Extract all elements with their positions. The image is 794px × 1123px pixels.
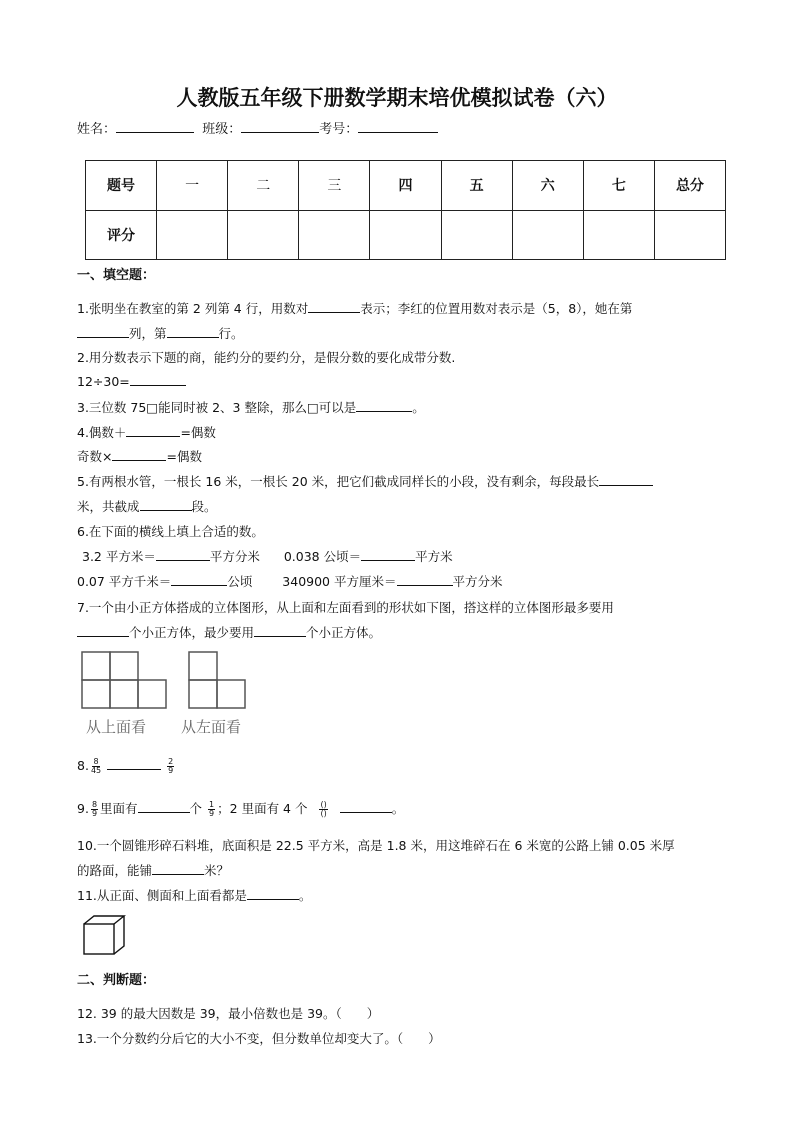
top-view-figure — [80, 650, 170, 712]
question-1-text-a: 1.张明坐在教室的第 2 列第 4 行，用数对 — [77, 301, 309, 316]
answer-blank[interactable] — [356, 399, 412, 412]
score-table — [85, 160, 726, 260]
question-1-line-1 — [77, 299, 632, 317]
header-cell-6: 六 — [512, 161, 583, 211]
answer-blank[interactable] — [152, 862, 204, 875]
score-cell[interactable] — [441, 210, 512, 260]
numerator: () — [320, 800, 327, 809]
header-cell-4: 四 — [370, 161, 441, 211]
answer-blank[interactable] — [254, 624, 306, 637]
answer-blank[interactable] — [138, 800, 190, 813]
answer-blank[interactable] — [308, 300, 360, 313]
question-6: 6.在下面的横线上填上合适的数。 — [77, 524, 264, 539]
question-9-end: 。 — [391, 801, 405, 816]
question-7-line-1: 7.一个由小正方体搭成的立体图形，从上面和左面看到的形状如下图，搭这样的立体图形最多要用 — [77, 600, 614, 615]
fraction — [208, 801, 215, 818]
question-6-text: 公顷 — [227, 574, 253, 589]
header-cell-7: 七 — [583, 161, 654, 211]
score-cell[interactable] — [583, 210, 654, 260]
question-11-end: 。 — [298, 888, 312, 903]
header-cell-label: 题号 — [86, 161, 157, 211]
fraction — [91, 758, 101, 775]
header-cell-5: 五 — [441, 161, 512, 211]
answer-blank[interactable] — [247, 887, 299, 900]
page-title: 人教版五年级下册数学期末培优模拟试卷（六） — [176, 86, 618, 110]
score-row-label: 评分 — [86, 210, 157, 260]
answer-blank[interactable] — [126, 424, 180, 437]
question-6-text: 340900 平方厘米＝ — [282, 574, 397, 589]
question-11 — [77, 886, 311, 904]
answer-blank[interactable] — [112, 448, 166, 461]
score-cell[interactable] — [654, 210, 725, 260]
numerator: 8 — [91, 800, 98, 809]
score-cell[interactable] — [157, 210, 228, 260]
student-info-line — [77, 118, 438, 137]
answer-blank[interactable] — [107, 757, 161, 770]
question-12: 12. 39 的最大因数是 39，最小倍数也是 39。（ ） — [77, 1006, 380, 1021]
section-heading-true-false: 二、判断题： — [77, 973, 156, 988]
class-blank[interactable] — [241, 118, 319, 133]
question-10-line-2 — [77, 861, 229, 879]
question-9 — [77, 799, 404, 818]
question-6-text: 平方分米 — [452, 574, 503, 589]
denominator: 9 — [168, 766, 174, 775]
numerator: 2 — [168, 757, 174, 766]
answer-blank[interactable] — [140, 498, 192, 511]
question-6-text: 0.07 平方千米＝ — [77, 574, 172, 589]
question-6-line-2 — [77, 572, 503, 590]
question-10-text: 的路面，能铺 — [77, 863, 153, 878]
question-3 — [77, 398, 425, 416]
question-7-text-c: 个小正方体。 — [306, 625, 382, 640]
question-1-text-c: 列，第 — [129, 326, 167, 341]
denominator: 9 — [91, 809, 98, 818]
question-6-text: 平方分米 — [209, 549, 260, 564]
score-cell[interactable] — [299, 210, 370, 260]
top-view-caption: 从上面看 — [86, 718, 147, 736]
header-cell-2: 二 — [228, 161, 299, 211]
score-cell[interactable] — [228, 210, 299, 260]
question-9-number: 9. — [77, 801, 89, 816]
question-7-text-b: 个小正方体，最少要用 — [129, 625, 255, 640]
question-4-text-d: =偶数 — [166, 449, 202, 464]
section-heading-fill-in: 一、填空题： — [77, 268, 156, 283]
answer-blank[interactable] — [397, 573, 453, 586]
question-6-text: 平方米 — [415, 549, 453, 564]
fraction — [167, 758, 174, 775]
fraction — [91, 801, 98, 818]
denominator: 45 — [90, 766, 102, 775]
header-cell-1: 一 — [157, 161, 228, 211]
left-view-caption: 从左面看 — [181, 718, 242, 736]
question-5-text-b: 米，共截成 — [77, 499, 140, 514]
question-4-text-b: =偶数 — [180, 425, 216, 440]
cube-figure — [82, 914, 128, 956]
question-1-line-2 — [77, 324, 244, 342]
score-cell[interactable] — [512, 210, 583, 260]
question-10-end: 米？ — [204, 863, 230, 878]
fraction — [319, 801, 327, 818]
question-7-line-2 — [77, 623, 381, 641]
answer-blank[interactable] — [77, 325, 129, 338]
question-5-text-a: 5.有两根水管，一根长 16 米，一根长 20 米，把它们截成同样长的小段，没有剩余，每段最长 — [77, 474, 600, 489]
denominator: () — [320, 809, 327, 818]
question-2: 2.用分数表示下题的商，能约分的要约分，是假分数的要化成带分数. — [77, 350, 456, 365]
question-9-text: ；2 里面有 4 个 — [217, 801, 308, 816]
answer-blank[interactable] — [340, 800, 392, 813]
question-6-text: 3.2 平方米＝ — [82, 549, 156, 564]
header-cell-total: 总分 — [654, 161, 725, 211]
denominator: 9 — [209, 809, 215, 818]
numerator: 8 — [93, 757, 99, 766]
name-blank[interactable] — [116, 118, 194, 133]
question-9-text: 个 — [189, 801, 203, 816]
question-6-line-1 — [82, 547, 453, 565]
question-4-line-1 — [77, 423, 216, 441]
answer-blank[interactable] — [171, 573, 227, 586]
numerator: 1 — [209, 800, 215, 809]
answer-blank[interactable] — [599, 473, 653, 486]
header-cell-3: 三 — [299, 161, 370, 211]
exam-no-blank[interactable] — [358, 118, 438, 133]
score-table-header-row — [86, 161, 726, 211]
question-4-text-a: 4.偶数＋ — [77, 425, 127, 440]
name-label: 姓名： — [77, 122, 117, 137]
left-view-figure — [187, 650, 251, 712]
question-9-text: 里面有 — [100, 801, 138, 816]
question-13: 13.一个分数约分后它的大小不变，但分数单位却变大了。（ ） — [77, 1031, 441, 1046]
answer-blank[interactable] — [361, 548, 415, 561]
score-table-score-row — [86, 210, 726, 260]
question-1-text-b: 表示；李红的位置用数对表示是（5，8），她在第 — [360, 301, 633, 316]
question-2-item — [77, 373, 186, 389]
class-label: 班级： — [202, 122, 242, 137]
question-3-text: 3.三位数 75□能同时被 2、3 整除，那么□可以是 — [77, 400, 357, 415]
question-10-line-1: 10.一个圆锥形碎石料堆，底面积是 22.5 平方米，高是 1.8 米，用这堆碎石在 6 米宽的公路上铺 0.05 米厚 — [77, 838, 675, 853]
question-8-number: 8. — [77, 758, 89, 773]
question-6-text: 0.038 公顷＝ — [283, 549, 362, 564]
exam-no-label: 考号： — [319, 122, 359, 137]
question-3-end: 。 — [412, 400, 425, 415]
question-8 — [77, 757, 176, 775]
answer-blank[interactable] — [167, 325, 219, 338]
question-5-line-2 — [77, 497, 217, 515]
answer-blank[interactable] — [130, 373, 186, 386]
question-1-text-d: 行。 — [218, 326, 244, 341]
question-4-line-2 — [77, 447, 202, 465]
question-4-text-c: 奇数× — [77, 449, 113, 464]
question-5-line-1 — [77, 472, 653, 490]
answer-blank[interactable] — [77, 624, 129, 637]
question-11-text: 11.从正面、侧面和上面看都是 — [77, 888, 247, 903]
score-cell[interactable] — [370, 210, 441, 260]
question-2-item-text: 12÷30= — [77, 374, 130, 389]
question-5-text-c: 段。 — [191, 499, 217, 514]
answer-blank[interactable] — [156, 548, 210, 561]
